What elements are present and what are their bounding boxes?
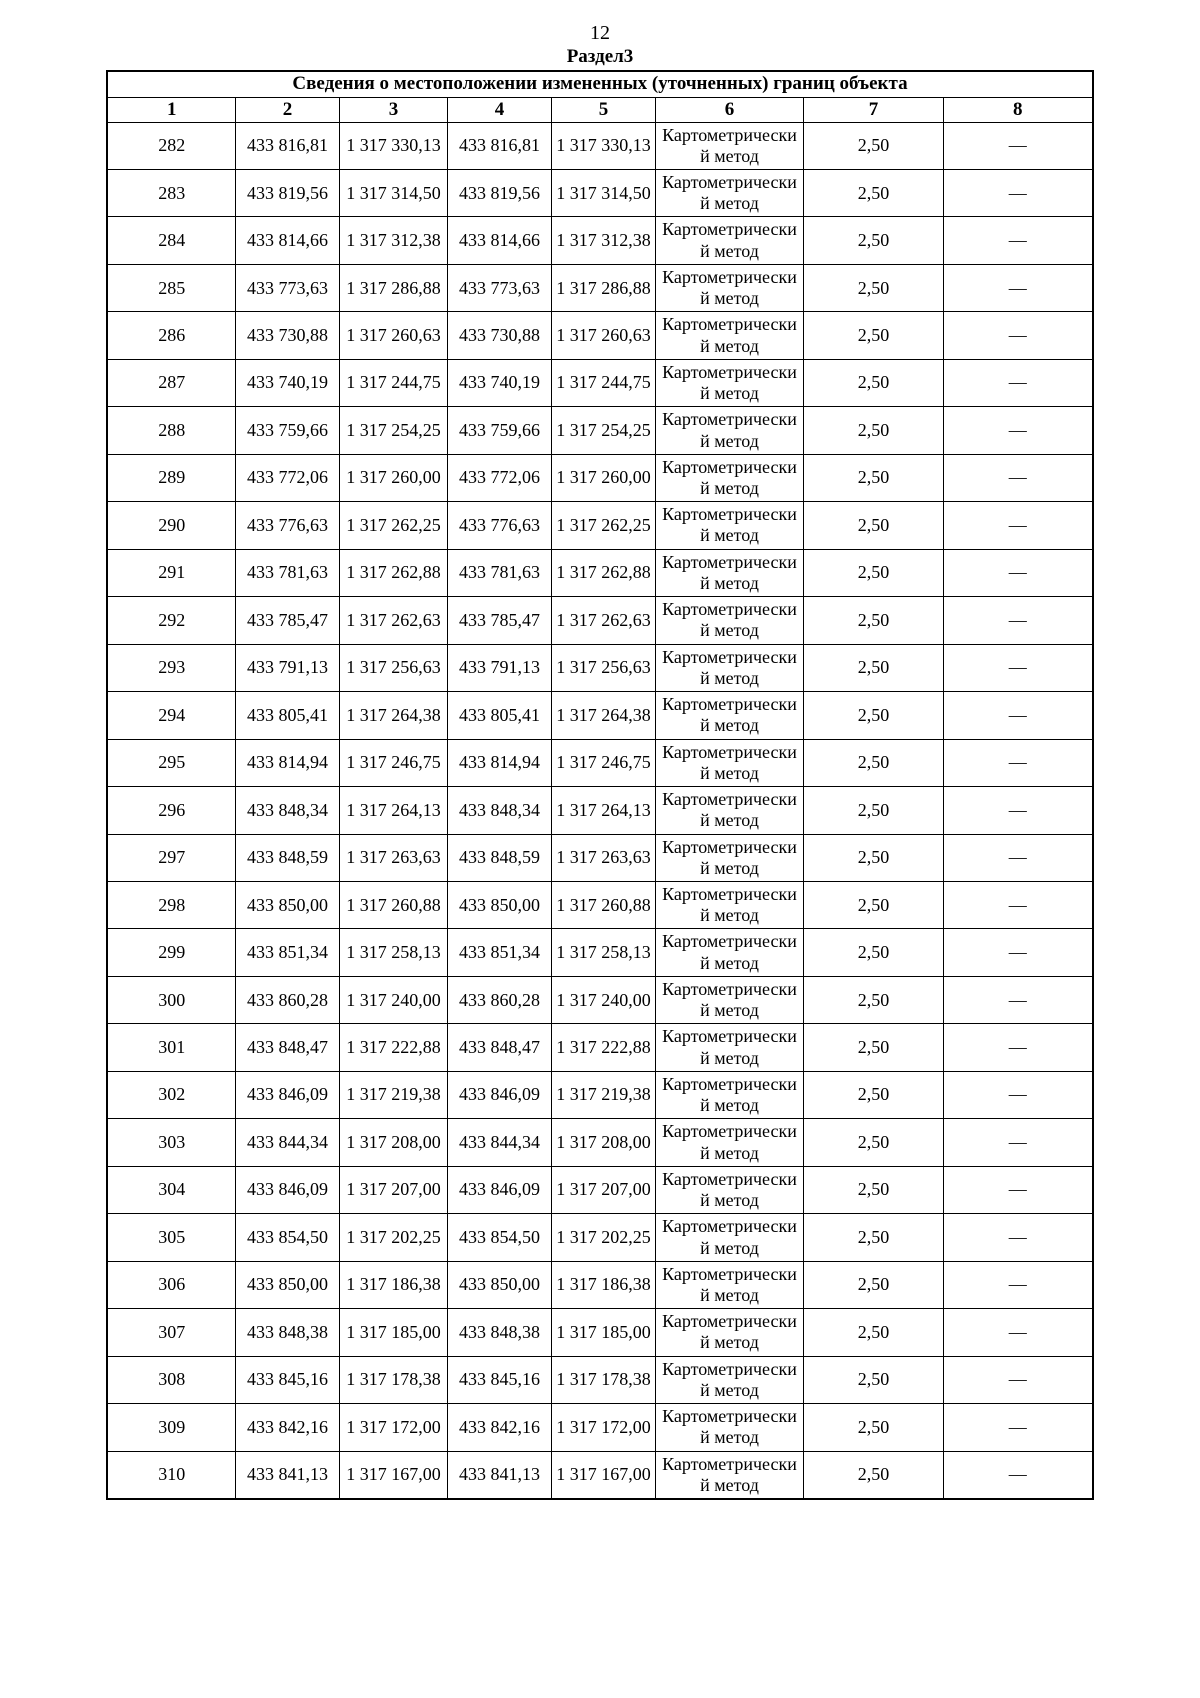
empty-mark-cell: —: [943, 1356, 1092, 1403]
existing-x-coordinate-cell: 433 773,63: [235, 264, 339, 311]
method-cell: Картометрический метод: [655, 1451, 803, 1499]
precision-cell: 2,50: [803, 1024, 943, 1071]
method-cell: Картометрический метод: [655, 739, 803, 786]
empty-mark-cell: —: [943, 1309, 1092, 1356]
precision-cell: 2,50: [803, 502, 943, 549]
method-cell: Картометрический метод: [655, 929, 803, 976]
method-cell: Картометрический метод: [655, 312, 803, 359]
table-body: [107, 122, 1092, 1499]
empty-mark-cell: —: [943, 359, 1092, 406]
method-cell: Картометрический метод: [655, 1356, 803, 1403]
point-number-cell: 309: [107, 1404, 235, 1451]
method-cell: Картометрический метод: [655, 1166, 803, 1213]
updated-y-coordinate-cell: 1 317 262,88: [551, 549, 655, 596]
table-row: [107, 882, 1092, 929]
existing-x-coordinate-cell: 433 854,50: [235, 1214, 339, 1261]
existing-x-coordinate-cell: 433 785,47: [235, 597, 339, 644]
point-number-cell: 300: [107, 976, 235, 1023]
precision-cell: 2,50: [803, 169, 943, 216]
updated-y-coordinate-cell: 1 317 264,38: [551, 692, 655, 739]
table-row: [107, 1451, 1092, 1499]
updated-x-coordinate-cell: 433 814,66: [447, 217, 551, 264]
empty-mark-cell: —: [943, 929, 1092, 976]
existing-y-coordinate-cell: 1 317 185,00: [339, 1309, 447, 1356]
updated-y-coordinate-cell: 1 317 263,63: [551, 834, 655, 881]
method-cell: Картометрический метод: [655, 597, 803, 644]
updated-x-coordinate-cell: 433 860,28: [447, 976, 551, 1023]
point-number-cell: 293: [107, 644, 235, 691]
table-row: [107, 1071, 1092, 1118]
method-cell: Картометрический метод: [655, 454, 803, 501]
existing-y-coordinate-cell: 1 317 260,00: [339, 454, 447, 501]
updated-x-coordinate-cell: 433 850,00: [447, 882, 551, 929]
existing-y-coordinate-cell: 1 317 330,13: [339, 122, 447, 169]
existing-y-coordinate-cell: 1 317 258,13: [339, 929, 447, 976]
precision-cell: 2,50: [803, 407, 943, 454]
empty-mark-cell: —: [943, 1261, 1092, 1308]
updated-x-coordinate-cell: 433 850,00: [447, 1261, 551, 1308]
existing-x-coordinate-cell: 433 850,00: [235, 882, 339, 929]
existing-x-coordinate-cell: 433 776,63: [235, 502, 339, 549]
updated-x-coordinate-cell: 433 842,16: [447, 1404, 551, 1451]
method-cell: Картометрический метод: [655, 549, 803, 596]
method-cell: Картометрический метод: [655, 122, 803, 169]
empty-mark-cell: —: [943, 692, 1092, 739]
updated-x-coordinate-cell: 433 819,56: [447, 169, 551, 216]
table-row: [107, 976, 1092, 1023]
updated-y-coordinate-cell: 1 317 256,63: [551, 644, 655, 691]
column-number-5: 5: [551, 97, 655, 122]
updated-y-coordinate-cell: 1 317 254,25: [551, 407, 655, 454]
existing-y-coordinate-cell: 1 317 222,88: [339, 1024, 447, 1071]
point-number-cell: 308: [107, 1356, 235, 1403]
point-number-cell: 282: [107, 122, 235, 169]
updated-y-coordinate-cell: 1 317 244,75: [551, 359, 655, 406]
updated-x-coordinate-cell: 433 805,41: [447, 692, 551, 739]
table-row: [107, 1261, 1092, 1308]
existing-x-coordinate-cell: 433 805,41: [235, 692, 339, 739]
point-number-cell: 286: [107, 312, 235, 359]
updated-y-coordinate-cell: 1 317 167,00: [551, 1451, 655, 1499]
existing-x-coordinate-cell: 433 791,13: [235, 644, 339, 691]
updated-x-coordinate-cell: 433 785,47: [447, 597, 551, 644]
table-row: [107, 312, 1092, 359]
updated-x-coordinate-cell: 433 816,81: [447, 122, 551, 169]
table-row: [107, 692, 1092, 739]
point-number-cell: 291: [107, 549, 235, 596]
column-number-4: 4: [447, 97, 551, 122]
updated-x-coordinate-cell: 433 844,34: [447, 1119, 551, 1166]
table-row: [107, 929, 1092, 976]
method-cell: Картометрический метод: [655, 264, 803, 311]
existing-y-coordinate-cell: 1 317 186,38: [339, 1261, 447, 1308]
empty-mark-cell: —: [943, 264, 1092, 311]
existing-y-coordinate-cell: 1 317 264,13: [339, 787, 447, 834]
column-number-2: 2: [235, 97, 339, 122]
updated-y-coordinate-cell: 1 317 314,50: [551, 169, 655, 216]
empty-mark-cell: —: [943, 1166, 1092, 1213]
updated-x-coordinate-cell: 433 848,34: [447, 787, 551, 834]
existing-x-coordinate-cell: 433 845,16: [235, 1356, 339, 1403]
method-cell: Картометрический метод: [655, 1214, 803, 1261]
precision-cell: 2,50: [803, 122, 943, 169]
existing-y-coordinate-cell: 1 317 314,50: [339, 169, 447, 216]
updated-y-coordinate-cell: 1 317 262,63: [551, 597, 655, 644]
point-number-cell: 292: [107, 597, 235, 644]
existing-x-coordinate-cell: 433 814,66: [235, 217, 339, 264]
point-number-cell: 296: [107, 787, 235, 834]
table-row: [107, 834, 1092, 881]
existing-x-coordinate-cell: 433 772,06: [235, 454, 339, 501]
updated-x-coordinate-cell: 433 845,16: [447, 1356, 551, 1403]
updated-y-coordinate-cell: 1 317 202,25: [551, 1214, 655, 1261]
updated-y-coordinate-cell: 1 317 258,13: [551, 929, 655, 976]
existing-y-coordinate-cell: 1 317 260,63: [339, 312, 447, 359]
updated-y-coordinate-cell: 1 317 222,88: [551, 1024, 655, 1071]
precision-cell: 2,50: [803, 217, 943, 264]
existing-x-coordinate-cell: 433 846,09: [235, 1071, 339, 1118]
existing-y-coordinate-cell: 1 317 240,00: [339, 976, 447, 1023]
table-row: [107, 122, 1092, 169]
existing-y-coordinate-cell: 1 317 244,75: [339, 359, 447, 406]
point-number-cell: 294: [107, 692, 235, 739]
point-number-cell: 301: [107, 1024, 235, 1071]
existing-y-coordinate-cell: 1 317 262,25: [339, 502, 447, 549]
empty-mark-cell: —: [943, 502, 1092, 549]
existing-y-coordinate-cell: 1 317 264,38: [339, 692, 447, 739]
empty-mark-cell: —: [943, 787, 1092, 834]
existing-x-coordinate-cell: 433 816,81: [235, 122, 339, 169]
section-title: Раздел3: [566, 46, 634, 67]
empty-mark-cell: —: [943, 1071, 1092, 1118]
existing-y-coordinate-cell: 1 317 263,63: [339, 834, 447, 881]
empty-mark-cell: —: [943, 1451, 1092, 1499]
updated-x-coordinate-cell: 433 773,63: [447, 264, 551, 311]
empty-mark-cell: —: [943, 217, 1092, 264]
precision-cell: 2,50: [803, 882, 943, 929]
updated-x-coordinate-cell: 433 846,09: [447, 1166, 551, 1213]
table-row: [107, 359, 1092, 406]
point-number-cell: 284: [107, 217, 235, 264]
precision-cell: 2,50: [803, 1166, 943, 1213]
empty-mark-cell: —: [943, 976, 1092, 1023]
updated-y-coordinate-cell: 1 317 208,00: [551, 1119, 655, 1166]
table-row: [107, 644, 1092, 691]
existing-y-coordinate-cell: 1 317 312,38: [339, 217, 447, 264]
precision-cell: 2,50: [803, 1309, 943, 1356]
table-row: [107, 454, 1092, 501]
existing-x-coordinate-cell: 433 848,47: [235, 1024, 339, 1071]
method-cell: Картометрический метод: [655, 1119, 803, 1166]
updated-x-coordinate-cell: 433 740,19: [447, 359, 551, 406]
existing-y-coordinate-cell: 1 317 246,75: [339, 739, 447, 786]
precision-cell: 2,50: [803, 454, 943, 501]
updated-y-coordinate-cell: 1 317 286,88: [551, 264, 655, 311]
empty-mark-cell: —: [943, 1404, 1092, 1451]
point-number-cell: 306: [107, 1261, 235, 1308]
updated-y-coordinate-cell: 1 317 186,38: [551, 1261, 655, 1308]
updated-x-coordinate-cell: 433 791,13: [447, 644, 551, 691]
existing-x-coordinate-cell: 433 781,63: [235, 549, 339, 596]
updated-y-coordinate-cell: 1 317 178,38: [551, 1356, 655, 1403]
point-number-cell: 283: [107, 169, 235, 216]
method-cell: Картометрический метод: [655, 1261, 803, 1308]
updated-y-coordinate-cell: 1 317 172,00: [551, 1404, 655, 1451]
method-cell: Картометрический метод: [655, 882, 803, 929]
precision-cell: 2,50: [803, 597, 943, 644]
method-cell: Картометрический метод: [655, 217, 803, 264]
existing-y-coordinate-cell: 1 317 178,38: [339, 1356, 447, 1403]
updated-y-coordinate-cell: 1 317 264,13: [551, 787, 655, 834]
point-number-cell: 288: [107, 407, 235, 454]
precision-cell: 2,50: [803, 1404, 943, 1451]
point-number-cell: 298: [107, 882, 235, 929]
precision-cell: 2,50: [803, 834, 943, 881]
precision-cell: 2,50: [803, 549, 943, 596]
existing-y-coordinate-cell: 1 317 167,00: [339, 1451, 447, 1499]
precision-cell: 2,50: [803, 929, 943, 976]
existing-x-coordinate-cell: 433 759,66: [235, 407, 339, 454]
updated-x-coordinate-cell: 433 814,94: [447, 739, 551, 786]
precision-cell: 2,50: [803, 359, 943, 406]
empty-mark-cell: —: [943, 169, 1092, 216]
existing-x-coordinate-cell: 433 848,38: [235, 1309, 339, 1356]
updated-x-coordinate-cell: 433 759,66: [447, 407, 551, 454]
empty-mark-cell: —: [943, 454, 1092, 501]
updated-x-coordinate-cell: 433 848,59: [447, 834, 551, 881]
existing-x-coordinate-cell: 433 848,34: [235, 787, 339, 834]
existing-x-coordinate-cell: 433 860,28: [235, 976, 339, 1023]
table-row: [107, 549, 1092, 596]
updated-x-coordinate-cell: 433 848,38: [447, 1309, 551, 1356]
empty-mark-cell: —: [943, 644, 1092, 691]
empty-mark-cell: —: [943, 1119, 1092, 1166]
existing-x-coordinate-cell: 433 740,19: [235, 359, 339, 406]
existing-y-coordinate-cell: 1 317 262,63: [339, 597, 447, 644]
existing-x-coordinate-cell: 433 850,00: [235, 1261, 339, 1308]
table-row: [107, 739, 1092, 786]
precision-cell: 2,50: [803, 1119, 943, 1166]
empty-mark-cell: —: [943, 597, 1092, 644]
page-number: 12: [590, 22, 610, 44]
existing-y-coordinate-cell: 1 317 254,25: [339, 407, 447, 454]
existing-x-coordinate-cell: 433 842,16: [235, 1404, 339, 1451]
table-row: [107, 1309, 1092, 1356]
method-cell: Картометрический метод: [655, 692, 803, 739]
empty-mark-cell: —: [943, 549, 1092, 596]
existing-y-coordinate-cell: 1 317 256,63: [339, 644, 447, 691]
point-number-cell: 304: [107, 1166, 235, 1213]
updated-y-coordinate-cell: 1 317 246,75: [551, 739, 655, 786]
column-number-8: 8: [943, 97, 1092, 122]
point-number-cell: 290: [107, 502, 235, 549]
precision-cell: 2,50: [803, 644, 943, 691]
point-number-cell: 305: [107, 1214, 235, 1261]
existing-y-coordinate-cell: 1 317 286,88: [339, 264, 447, 311]
empty-mark-cell: —: [943, 882, 1092, 929]
table-row: [107, 1166, 1092, 1213]
table-row: [107, 407, 1092, 454]
existing-y-coordinate-cell: 1 317 262,88: [339, 549, 447, 596]
existing-y-coordinate-cell: 1 317 208,00: [339, 1119, 447, 1166]
method-cell: Картометрический метод: [655, 1071, 803, 1118]
precision-cell: 2,50: [803, 739, 943, 786]
existing-x-coordinate-cell: 433 851,34: [235, 929, 339, 976]
existing-y-coordinate-cell: 1 317 202,25: [339, 1214, 447, 1261]
updated-y-coordinate-cell: 1 317 185,00: [551, 1309, 655, 1356]
updated-y-coordinate-cell: 1 317 330,13: [551, 122, 655, 169]
updated-x-coordinate-cell: 433 851,34: [447, 929, 551, 976]
precision-cell: 2,50: [803, 1071, 943, 1118]
method-cell: Картометрический метод: [655, 834, 803, 881]
updated-y-coordinate-cell: 1 317 312,38: [551, 217, 655, 264]
method-cell: Картометрический метод: [655, 169, 803, 216]
existing-y-coordinate-cell: 1 317 219,38: [339, 1071, 447, 1118]
precision-cell: 2,50: [803, 787, 943, 834]
updated-x-coordinate-cell: 433 854,50: [447, 1214, 551, 1261]
empty-mark-cell: —: [943, 1214, 1092, 1261]
empty-mark-cell: —: [943, 122, 1092, 169]
table-row: [107, 169, 1092, 216]
existing-y-coordinate-cell: 1 317 172,00: [339, 1404, 447, 1451]
point-number-cell: 297: [107, 834, 235, 881]
point-number-cell: 307: [107, 1309, 235, 1356]
point-number-cell: 299: [107, 929, 235, 976]
table-row: [107, 1214, 1092, 1261]
empty-mark-cell: —: [943, 739, 1092, 786]
point-number-cell: 303: [107, 1119, 235, 1166]
updated-x-coordinate-cell: 433 846,09: [447, 1071, 551, 1118]
table-row: [107, 597, 1092, 644]
empty-mark-cell: —: [943, 407, 1092, 454]
table-row: [107, 1356, 1092, 1403]
precision-cell: 2,50: [803, 312, 943, 359]
updated-x-coordinate-cell: 433 781,63: [447, 549, 551, 596]
column-number-7: 7: [803, 97, 943, 122]
point-number-cell: 287: [107, 359, 235, 406]
table-title-row: [107, 71, 1092, 97]
updated-y-coordinate-cell: 1 317 207,00: [551, 1166, 655, 1213]
updated-x-coordinate-cell: 433 841,13: [447, 1451, 551, 1499]
precision-cell: 2,50: [803, 1451, 943, 1499]
existing-x-coordinate-cell: 433 848,59: [235, 834, 339, 881]
updated-x-coordinate-cell: 433 730,88: [447, 312, 551, 359]
existing-x-coordinate-cell: 433 730,88: [235, 312, 339, 359]
column-number-3: 3: [339, 97, 447, 122]
precision-cell: 2,50: [803, 976, 943, 1023]
boundaries-table: [106, 70, 1093, 1500]
empty-mark-cell: —: [943, 1024, 1092, 1071]
table-row: [107, 264, 1092, 311]
method-cell: Картометрический метод: [655, 359, 803, 406]
point-number-cell: 295: [107, 739, 235, 786]
precision-cell: 2,50: [803, 264, 943, 311]
existing-x-coordinate-cell: 433 841,13: [235, 1451, 339, 1499]
table-row: [107, 1119, 1092, 1166]
updated-y-coordinate-cell: 1 317 240,00: [551, 976, 655, 1023]
table-row: [107, 502, 1092, 549]
table-title: Сведения о местоположении измененных (уточненных) границ объекта: [107, 71, 1092, 97]
method-cell: Картометрический метод: [655, 787, 803, 834]
method-cell: Картометрический метод: [655, 644, 803, 691]
existing-x-coordinate-cell: 433 814,94: [235, 739, 339, 786]
table-row: [107, 217, 1092, 264]
existing-x-coordinate-cell: 433 819,56: [235, 169, 339, 216]
updated-y-coordinate-cell: 1 317 260,00: [551, 454, 655, 501]
precision-cell: 2,50: [803, 1356, 943, 1403]
method-cell: Картометрический метод: [655, 976, 803, 1023]
updated-x-coordinate-cell: 433 772,06: [447, 454, 551, 501]
precision-cell: 2,50: [803, 1261, 943, 1308]
empty-mark-cell: —: [943, 834, 1092, 881]
method-cell: Картометрический метод: [655, 502, 803, 549]
method-cell: Картометрический метод: [655, 1309, 803, 1356]
updated-x-coordinate-cell: 433 848,47: [447, 1024, 551, 1071]
column-number-6: 6: [655, 97, 803, 122]
table-row: [107, 1404, 1092, 1451]
method-cell: Картометрический метод: [655, 1404, 803, 1451]
precision-cell: 2,50: [803, 692, 943, 739]
column-number-1: 1: [107, 97, 235, 122]
method-cell: Картометрический метод: [655, 407, 803, 454]
empty-mark-cell: —: [943, 312, 1092, 359]
updated-y-coordinate-cell: 1 317 219,38: [551, 1071, 655, 1118]
existing-y-coordinate-cell: 1 317 207,00: [339, 1166, 447, 1213]
column-numbers-row: [107, 97, 1092, 122]
updated-y-coordinate-cell: 1 317 262,25: [551, 502, 655, 549]
updated-y-coordinate-cell: 1 317 260,88: [551, 882, 655, 929]
precision-cell: 2,50: [803, 1214, 943, 1261]
point-number-cell: 285: [107, 264, 235, 311]
point-number-cell: 310: [107, 1451, 235, 1499]
table-row: [107, 787, 1092, 834]
updated-y-coordinate-cell: 1 317 260,63: [551, 312, 655, 359]
existing-x-coordinate-cell: 433 846,09: [235, 1166, 339, 1213]
point-number-cell: 302: [107, 1071, 235, 1118]
existing-x-coordinate-cell: 433 844,34: [235, 1119, 339, 1166]
method-cell: Картометрический метод: [655, 1024, 803, 1071]
updated-x-coordinate-cell: 433 776,63: [447, 502, 551, 549]
table-row: [107, 1024, 1092, 1071]
existing-y-coordinate-cell: 1 317 260,88: [339, 882, 447, 929]
point-number-cell: 289: [107, 454, 235, 501]
